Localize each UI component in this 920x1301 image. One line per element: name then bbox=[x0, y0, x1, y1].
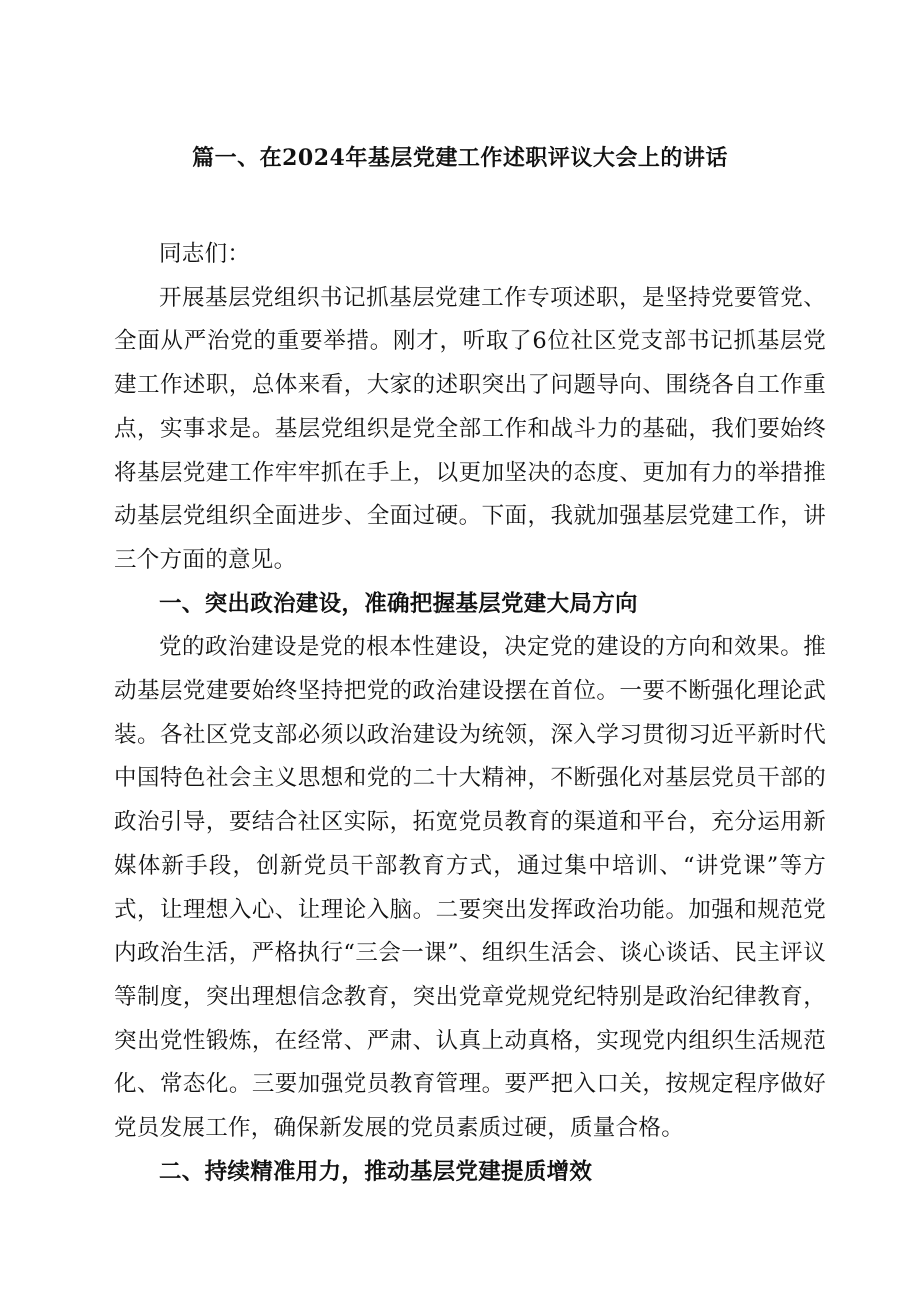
salutation: 同志们： bbox=[159, 241, 251, 267]
paragraph-intro: 开展基层党组织书记抓基层党建工作专项述职，是坚持党要管党、全面从严治党的重要举措。刚才，听取了6位社区党支部书记抓基层党建工作述职，总体来看，大家的述职突出了问题导向、围绕各自工作重点，实事求是。基层党组织是党全部工作和战斗力的基础，我们要始终将基层党建工作牢牢抓在手上，以更加坚决的态度、更加有力的举措推动基层党组织全面进步、全面过硬。下面，我就加强基层党建工作，讲三个方面的意见。 bbox=[114, 284, 826, 573]
section-heading-1: 一、突出政治建设，准确把握基层党建大局方向 bbox=[159, 590, 638, 617]
document-title: 篇一、在2024年基层党建工作述职评议大会上的讲话 bbox=[192, 145, 728, 171]
document-body bbox=[114, 233, 826, 1194]
section-heading-2: 二、持续精准用力，推动基层党建提质增效 bbox=[159, 1158, 593, 1185]
paragraph-section-1: 党的政治建设是党的根本性建设，决定党的建设的方向和效果。推动基层党建要始终坚持把党的政治建设摆在首位。一要不断强化理论武装。各社区党支部必须以政治建设为统领，深入学习贯彻习近平新时代中国特色社会主义思想和党的二十大精神，不断强化对基层党员干部的政治引导，要结合社区实际，拓宽党员教育的渠道和平台，充分运用新媒体新手段，创新党员干部教育方式，通过集中培训、“讲党课”等方式，让理想入心、让理论入脑。二要突出发挥政治功能。加强和规范党内政治生活，严格执行“三会一课”、组织生活会、谈心谈话、民主评议等制度，突出理想信念教育，突出党章党规党纪特别是政治纪律教育，突出党性锻炼，在经常、严肃、认真上动真格，实现党内组织生活规范化、常态化。三要加强党员教育管理。要严把入口关，按规定程序做好党员发展工作，确保新发展的党员素质过硬，质量合格。 bbox=[114, 634, 826, 1142]
